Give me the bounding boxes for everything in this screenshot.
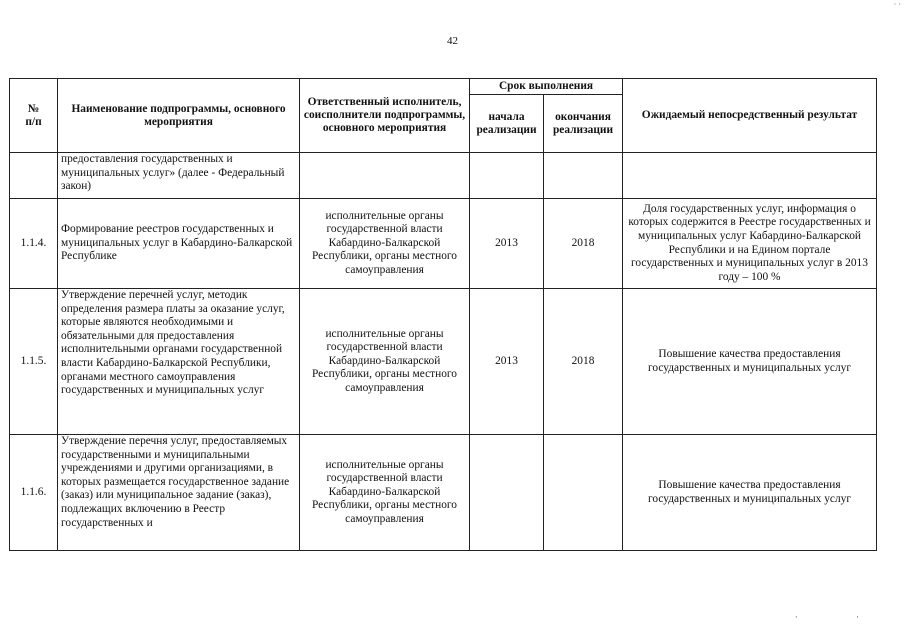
header-term: Срок выполнения [470, 79, 623, 95]
row-name: Утверждение перечня услуг, предоставляемых государственными и муниципальными учреждениями и другими организациями, в которых размещается государственное задание (заказ) или муниципальное задание (заказ), подлежащих включению в Реестр государственных и [58, 435, 300, 551]
row-executor: исполнительные органы государственной власти Кабардино-Балкарской Республики, органы местного самоуправления [300, 289, 470, 435]
row-executor [300, 153, 470, 199]
page-number: 42 [447, 35, 458, 47]
row-start [470, 435, 544, 551]
row-start [470, 153, 544, 199]
header-end: окончания реализации [544, 95, 623, 153]
row-start: 2013 [470, 289, 544, 435]
table-row [10, 289, 877, 435]
table-row [10, 435, 877, 551]
scan-mark-bottom-right: · · [794, 612, 887, 622]
row-end: 2018 [544, 199, 623, 289]
row-result [623, 153, 877, 199]
row-result: Повышение качества предоставления государственных и муниципальных услуг [623, 435, 877, 551]
program-table [9, 78, 877, 551]
row-num [10, 153, 58, 199]
header-name: Наименование подпрограммы, основного мероприятия [58, 79, 300, 153]
row-name: Утверждение перечней услуг, методик определения размера платы за оказание услуг, которые являются необходимыми и обязательными для предоставления исполнительными органами государственной власти Кабардино-Балкарской Республики, органами местного самоуправления государственных и муниципальных услуг [58, 289, 300, 435]
row-name: Формирование реестров государственных и муниципальных услуг в Кабардино-Балкарской Республике [58, 199, 300, 289]
table-row [10, 199, 877, 289]
header-executor: Ответственный исполнитель, соисполнители подпрограммы, основного мероприятия [300, 79, 470, 153]
header-result: Ожидаемый непосредственный результат [623, 79, 877, 153]
row-end [544, 153, 623, 199]
row-num: 1.1.5. [10, 289, 58, 435]
header-num: № п/п [10, 79, 58, 153]
row-result: Доля государственных услуг, информация о которых содержится в Реестре государственных и муниципальных услуг Кабардино-Балкарской Республики и на Едином портале государственных и муниципальных услуг в 2013 году – 100 % [623, 199, 877, 289]
table-row [10, 153, 877, 199]
scan-mark-top-right: · · [893, 0, 901, 9]
row-start: 2013 [470, 199, 544, 289]
row-result: Повышение качества предоставления государственных и муниципальных услуг [623, 289, 877, 435]
row-name: предоставления государственных и муниципальных услуг» (далее - Федеральный закон) [58, 153, 300, 199]
row-num: 1.1.4. [10, 199, 58, 289]
row-end: 2018 [544, 289, 623, 435]
header-start: начала реализации [470, 95, 544, 153]
row-num: 1.1.6. [10, 435, 58, 551]
row-executor: исполнительные органы государственной власти Кабардино-Балкарской Республики, органы местного самоуправления [300, 435, 470, 551]
row-end [544, 435, 623, 551]
row-executor: исполнительные органы государственной власти Кабардино-Балкарской Республики, органы местного самоуправления [300, 199, 470, 289]
